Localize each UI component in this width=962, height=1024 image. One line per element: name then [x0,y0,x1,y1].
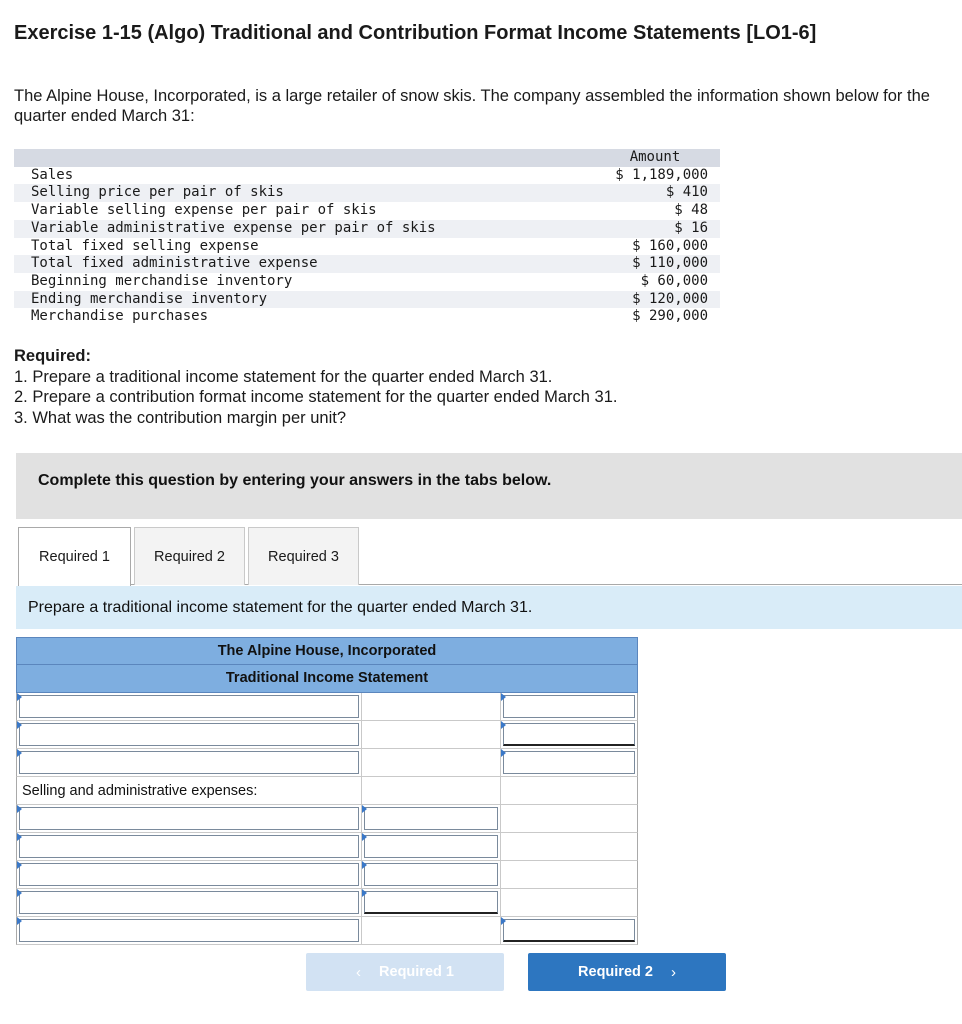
statement-row [16,721,638,749]
data-table [14,149,720,326]
label-select[interactable] [19,695,359,718]
input-marker-icon [362,889,367,897]
dropdown-marker-icon [17,833,22,841]
row-label: Sales [31,166,74,183]
dropdown-marker-icon [17,721,22,729]
table-row [14,149,720,167]
amount-input[interactable] [503,751,635,774]
row-amount: $ 160,000 [632,237,708,254]
row-amount: $ 110,000 [590,255,720,273]
amount-input[interactable] [364,807,498,830]
statement-row [16,749,638,777]
row-label: Total fixed selling expense [31,237,259,254]
row-amount: $ 60,000 [640,272,708,289]
row-amount: $ 16 [590,220,720,238]
row-amount: $ 290,000 [632,308,708,325]
row-label: Variable selling expense per pair of skis [31,202,377,219]
input-marker-icon [501,917,506,925]
statement-row [16,693,638,721]
table-row [14,291,720,309]
input-marker-icon [362,861,367,869]
intro-text: The Alpine House, Incorporated, is a large retailer of snow skis. The company assembled the information shown below for the quarter ended March 31: [14,87,930,125]
amount-input[interactable] [503,695,635,718]
table-row [14,220,720,238]
row-label: Merchandise purchases [31,308,209,325]
table-row [14,167,720,185]
input-marker-icon [501,721,506,729]
input-marker-icon [501,749,506,757]
amount-input[interactable] [364,835,498,858]
tab-required-2[interactable]: Required 2 [134,527,245,585]
prev-button[interactable] [306,953,504,991]
income-statement [16,637,638,945]
label-select[interactable] [19,891,359,914]
instruction-text: Prepare a traditional income statement for the quarter ended March 31. [28,599,533,616]
label-select[interactable] [19,863,359,886]
input-marker-icon [362,833,367,841]
tab-required-3[interactable]: Required 3 [248,527,359,585]
label-select[interactable] [19,919,359,942]
next-button-label: Required 2 [578,964,653,980]
dropdown-marker-icon [17,805,22,813]
row-label: Beginning merchandise inventory [31,272,293,289]
table-row [14,202,720,220]
amount-input[interactable] [503,723,635,746]
label-select[interactable] [19,807,359,830]
row-label: Total fixed administrative expense [14,255,590,273]
instructions-banner [16,453,962,519]
statement-row [16,889,638,917]
amount-input[interactable] [503,919,635,942]
statement-row [16,777,638,805]
amount-header: Amount [590,149,720,167]
label-select[interactable] [19,835,359,858]
tab-instruction [16,586,962,629]
prev-button-label: Required 1 [379,964,454,980]
table-row [14,238,720,256]
label-select[interactable] [19,751,359,774]
required-item: 3. What was the contribution margin per unit? [14,408,347,427]
table-row [14,308,720,326]
row-label: Selling price per pair of skis [14,184,590,202]
chevron-left-icon: ‹ [356,963,362,981]
statement-row [16,917,638,945]
dropdown-marker-icon [17,917,22,925]
dropdown-marker-icon [17,749,22,757]
input-marker-icon [362,805,367,813]
dropdown-marker-icon [17,693,22,701]
amount-input[interactable] [364,891,498,914]
row-amount: $ 1,189,000 [615,166,708,183]
required-item: 2. Prepare a contribution format income statement for the quarter ended March 31. [14,388,618,406]
statement-row [16,805,638,833]
required-item: 1. Prepare a traditional income statement for the quarter ended March 31. [14,367,553,386]
next-button[interactable] [528,953,726,991]
required-heading: Required: [14,347,92,365]
statement-row [16,861,638,889]
input-marker-icon [501,693,506,701]
row-amount: $ 48 [674,202,708,219]
required-list [14,346,618,428]
table-row [14,255,720,273]
section-label: Selling and administrative expenses: [22,783,258,799]
row-label: Ending merchandise inventory [14,291,590,309]
dropdown-marker-icon [17,861,22,869]
page-title: Exercise 1-15 (Algo) Traditional and Contribution Format Income Statements [LO1-6] [14,22,817,44]
tab-required-1[interactable]: Required 1 [18,527,131,586]
amount-input[interactable] [364,863,498,886]
label-select[interactable] [19,723,359,746]
row-amount: $ 410 [590,184,720,202]
row-amount: $ 120,000 [590,291,720,309]
row-label: Variable administrative expense per pair of skis [14,220,590,238]
statement-name: Traditional Income Statement [16,665,638,693]
tab-bar [18,527,962,585]
banner-text: Complete this question by entering your answers in the tabs below. [38,472,552,489]
table-row [14,273,720,291]
dropdown-marker-icon [17,889,22,897]
company-name: The Alpine House, Incorporated [16,637,638,665]
chevron-right-icon: › [670,963,676,981]
table-row [14,184,720,202]
statement-row [16,833,638,861]
